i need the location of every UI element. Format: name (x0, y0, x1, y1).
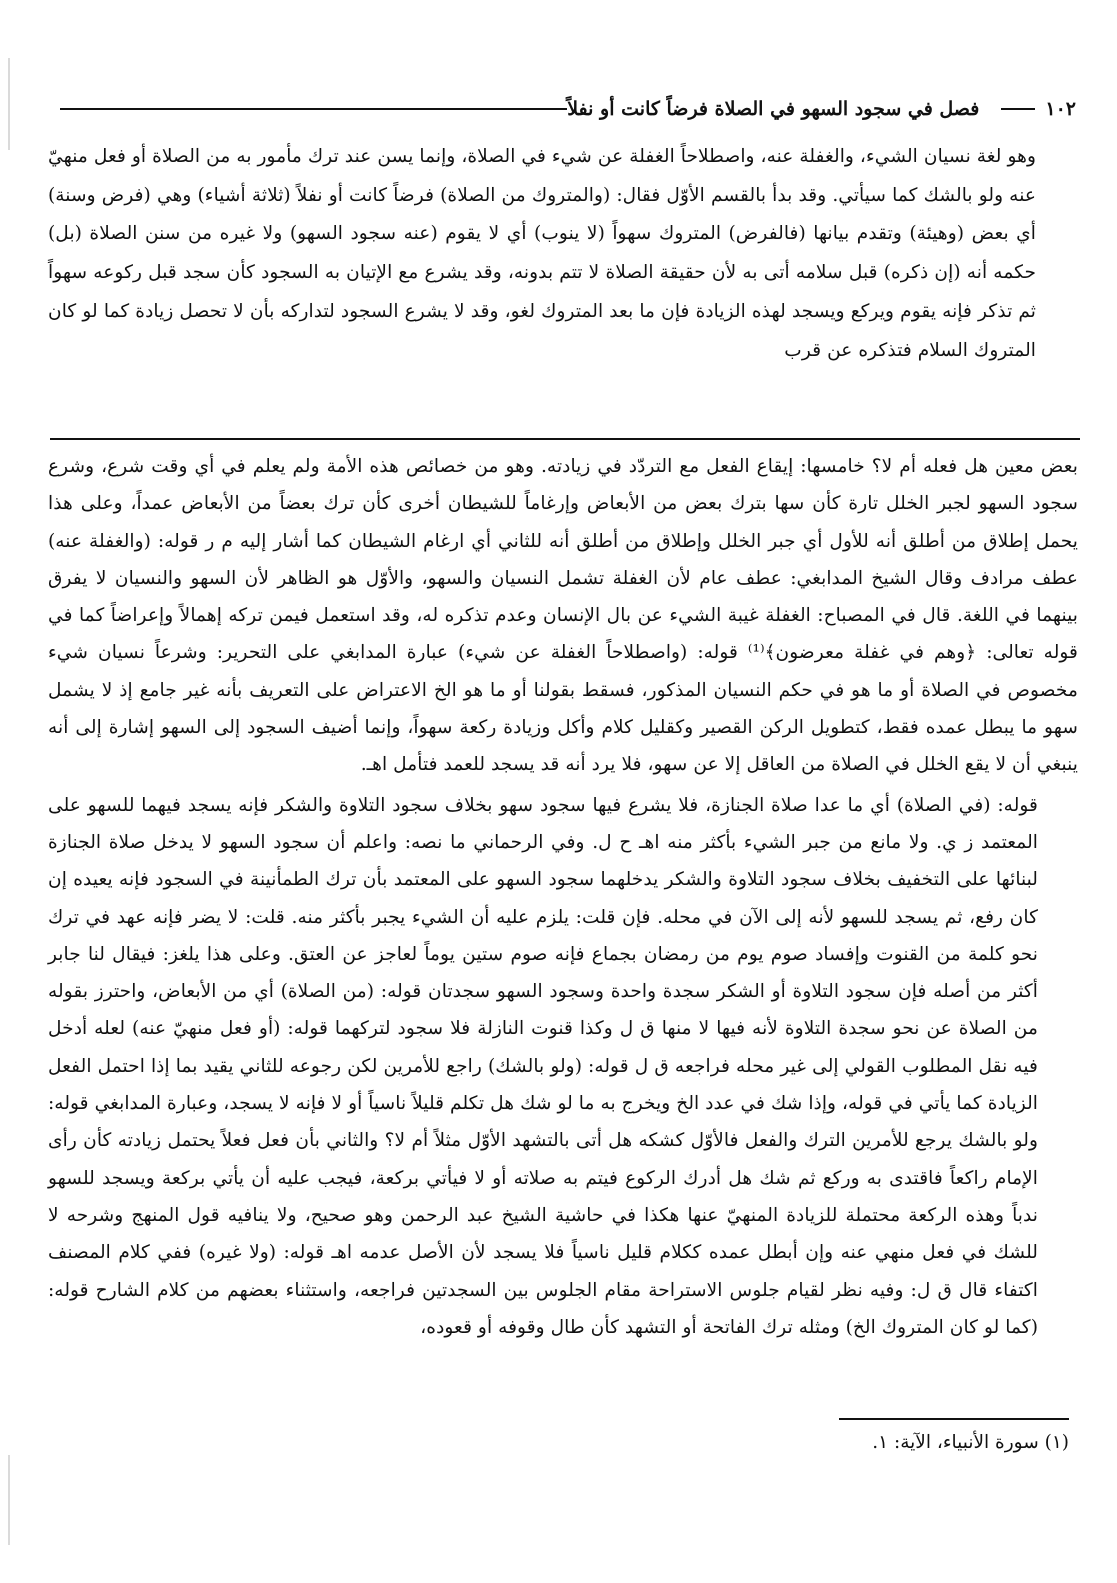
main-text (48, 138, 1076, 370)
chapter-title: فصل في سجود السهو في الصلاة فرضاً كانت أو نفلاً (567, 98, 980, 120)
main-paragraph: وهو لغة نسيان الشيء، والغفلة عنه، واصطلاحاً الغفلة عن شيء في الصلاة، وإنما يسن عند ترك مأمور به من الصلاة أو فعل منهيّ عنه ولو بالشك كما سيأتي. وقد بدأ بالقسم الأوّل فقال: (والمتروك من الصلاة) فرضاً كانت أو نفلاً (ثلاثة أشياء) وهي (فرض وسنة) أي بعض (وهيئة) وتقدم بيانها (فالفرض) المتروك سهواً (لا ينوب) أي لا يقوم (عنه سجود السهو) ولا غيره من سنن الصلاة (بل) حكمه أنه (إن ذكره) قبل سلامه أتى به لأن حقيقة الصلاة لا تتم بدونه، وقد يشرع مع الإتيان به السجود كأن سجد قبل ركوعه سهواً ثم تذكر فإنه يقوم ويركع ويسجد لهذه الزيادة فإن ما بعد المتروك لغو، وقد لا يشرع السجود لتداركه بأن لا تحصل زيادة كما لو كان المتروك السلام فتذكره عن قرب (48, 146, 1036, 361)
commentary-separator (50, 438, 1080, 440)
margin-mark (8, 1455, 32, 1545)
commentary-paragraph: بعض معين هل فعله أم لا؟ خامسها: إيقاع الفعل مع التردّد في زيادته. وهو من خصائص هذه الأمة ولم يعلم في أي وقت شرع، وشرع سجود السهو لجبر الخلل تارة كأن سها بترك بعض من الأبعاض وإرغاماً للشيطان أخرى كأن ترك بعضاً من الأبعاض عمداً، وعلى هذا يحمل إطلاق من أطلق أنه للأول أي جبر الخلل وإطلاق من أطلق أنه للثاني أي ارغام الشيطان كما أشار إليه م ر قوله: (والغفلة عنه) عطف مرادف وقال الشيخ المدابغي: عطف عام لأن الغفلة تشمل النسيان والسهو، والأوّل هو الظاهر لأن السهو والنسيان لا يفرق بينهما في اللغة. قال في المصباح: الغفلة غيبة الشيء عن بال الإنسان وعدم تذكره له، وقد استعمل فيمن تركه إهمالاً وإعراضاً كما في قوله تعالى: ﴿وهم في غفلة معرضون﴾⁽¹⁾ قوله: (واصطلاحاً الغفلة عن شيء) عبارة المدابغي على التحرير: وشرعاً نسيان شيء مخصوص في الصلاة أو ما هو في حكم النسيان المذكور، فسقط بقولنا أو ما هو الخ الاعتراض على التعريف بأنه غير جامع إذ لا يشمل سهو ما يبطل عمده فقط، كتطويل الركن القصير وكقليل كلام وأكل وزيادة ركعة سهواً، وإنما أضيف السجود إلى السهو إشارة إلى أنه ينبغي أن لا يقع الخلل في الصلاة من العاقل إلا عن سهو، فلا يرد أنه قد يسجد للعمد فتأمل اهـ. (48, 456, 1078, 776)
page-number: ١٠٢ (1045, 98, 1076, 120)
footnote: (١) سورة الأنبياء، الآية: ١. (872, 1432, 1069, 1453)
footnote-separator (839, 1418, 1069, 1420)
header-rule (60, 108, 567, 110)
commentary (48, 448, 1078, 1346)
commentary-paragraph: قوله: (في الصلاة) أي ما عدا صلاة الجنازة، فلا يشرع فيها سجود سهو بخلاف سجود التلاوة والشكر فإنه يسجد فيهما للسهو على المعتمد ز ي. ولا مانع من جبر الشيء بأكثر منه اهـ ح ل. وفي الرحماني ما نصه: واعلم أن سجود السهو لا يدخل صلاة الجنازة لبنائها على التخفيف بخلاف سجود التلاوة والشكر يدخلهما سجود السهو على المعتمد بأن ترك الطمأنينة في السجود فإنه يعيده إن كان رفع، ثم يسجد للسهو لأنه إلى الآن في محله. فإن قلت: يلزم عليه أن الشيء يجبر بأكثر منه. قلت: لا يضر فإنه عهد في ترك نحو كلمة من القنوت وإفساد صوم يوم من رمضان بجماع فإنه صوم ستين يوماً لعاجز عن العتق. وعلى هذا يلغز: فيقال لنا جابر أكثر من أصله فإن سجود التلاوة أو الشكر سجدة واحدة وسجود السهو سجدتان قوله: (من الصلاة) أي من الأبعاض، واحترز بقوله من الصلاة عن نحو سجدة التلاوة لأنه فيها لا منها ق ل وكذا قنوت النازلة فلا سجود لتركهما قوله: (أو فعل منهيّ عنه) لعله أدخل فيه نقل المطلوب القولي إلى غير محله فراجعه ق ل قوله: (ولو بالشك) راجع للأمرين لكن رجوعه للثاني يقيد بما إذا احتمل الفعل الزيادة كما يأتي في قوله، وإذا شك في عدد الخ ويخرج به ما لو شك هل تكلم قليلاً ناسياً أو لا فإنه لا يسجد، وعبارة المدابغي قوله: ولو بالشك يرجع للأمرين الترك والفعل فالأوّل كشكه هل أتى بالتشهد الأوّل مثلاً أم لا؟ والثاني بأن فعل فعلاً يحتمل زيادته كأن رأى الإمام راكعاً فاقتدى به وركع ثم شك هل أدرك الركوع فيتم به صلاته أو لا فيأتي بركعة، فيجب عليه أن يأتي بركعة ويسجد للسهو ندباً وهذه الركعة محتملة للزيادة المنهيّ عنها هكذا في حاشية الشيخ عبد الرحمن وهو صحيح، ولا ينافيه قول المنهج وشرحه لا للشك في فعل منهي عنه وإن أبطل عمده ككلام قليل ناسياً فلا يسجد لأن الأصل عدمه اهـ قوله: (ولا غيره) ففي كلام المصنف اكتفاء قال ق ل: وفيه نظر لقيام جلوس الاستراحة مقام الجلوس بين السجدتين فراجعه، واستثناء بعضهم من كلام الشارح قوله: (كما لو كان المتروك الخ) ومثله ترك الفاتحة أو التشهد كأن طال وقوفه أو قعوده، (48, 794, 1038, 1338)
running-header (48, 92, 1076, 126)
header-rule (1001, 108, 1035, 110)
margin-mark (8, 58, 32, 150)
